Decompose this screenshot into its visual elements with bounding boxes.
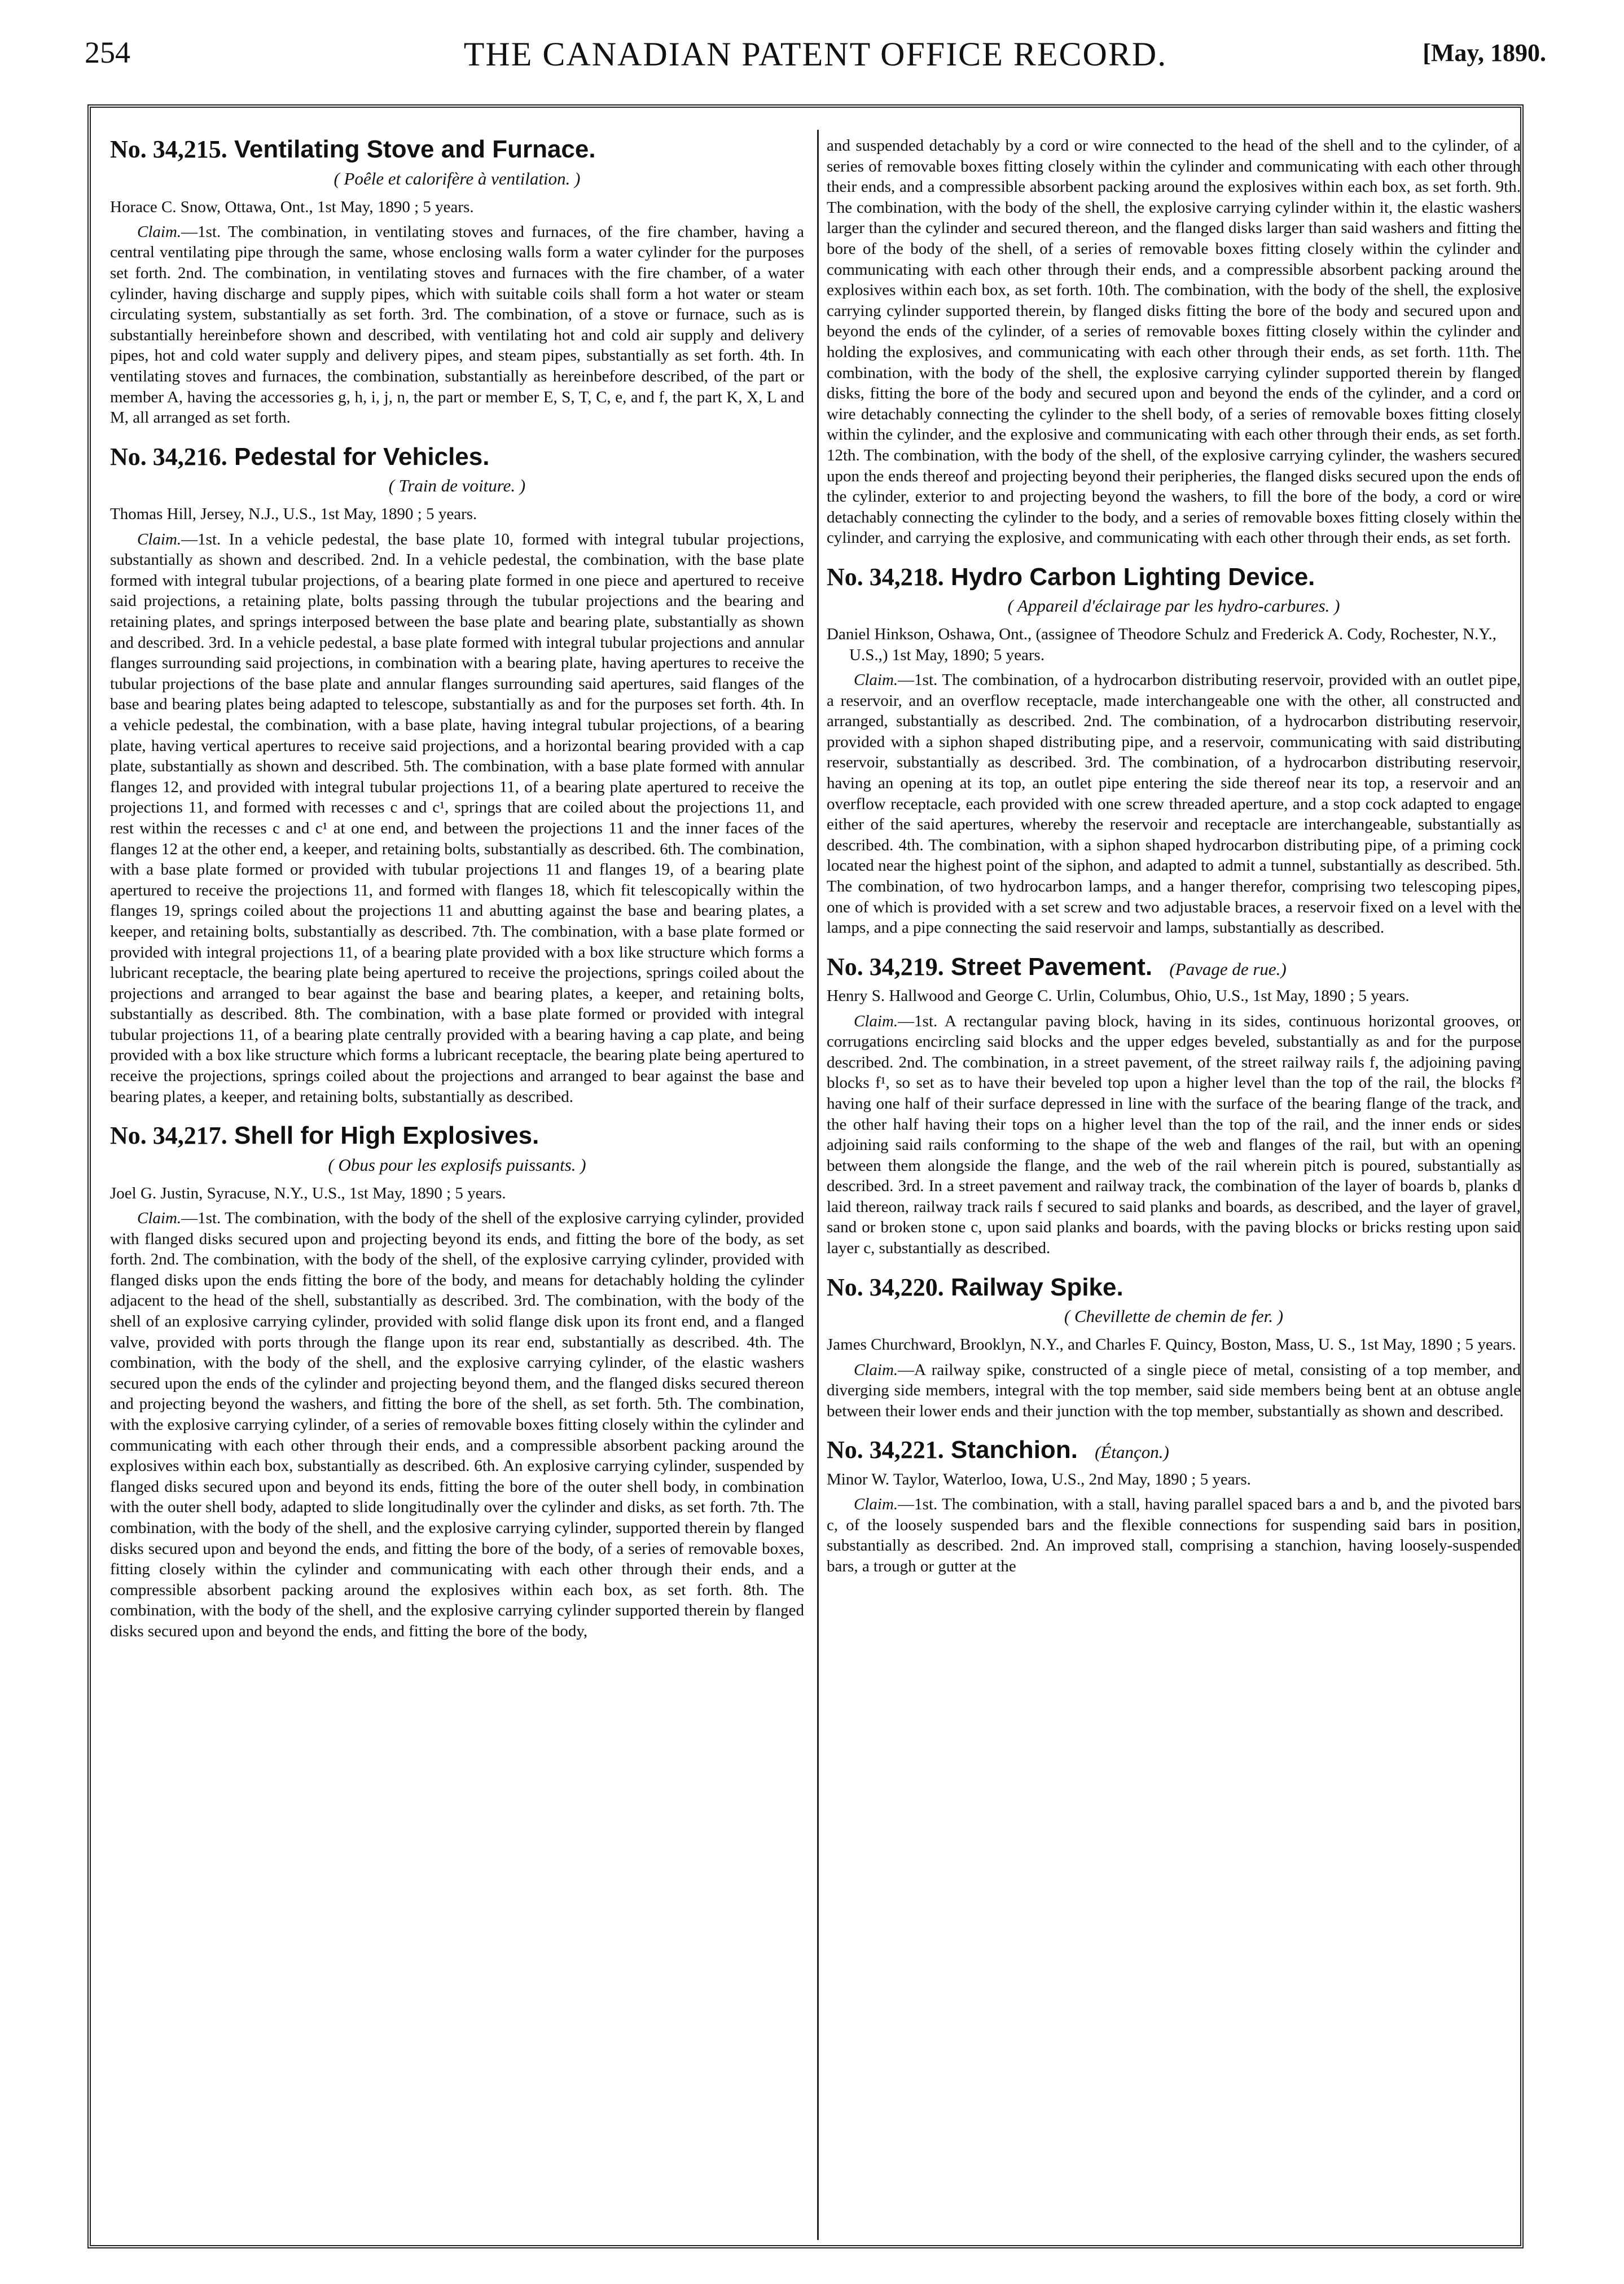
claim-text: —1st. A rectangular paving block, having in its sides, continuous horizontal grooves, or corrugations encircling said blocks and the upper edges beveled, substantially as and for the purpose described. 2nd. The combination, in a street pavement, of the street railway rails f, the adjoining paving blocks f¹, so set as to have their beveled top upon a higher level than the top of the rail, the blocks f² having one half of their surface depressed in line with the surface of the bearing flange of the track, and the other half having their tops on a higher level than the top of the rail, and the inner ends or sides adjoining said rails conforming to the shape of the web and flanges of the rail, but with an opening between them alongside the flange, and the web of the rail wherein pitch is poured, substantially as described. 3rd. In a street pavement and railway track, the combination of the layer of boards b, planks d laid thereon, railway track rails f secured to said planks and boards, as described, and the layer of gravel, sand or broken stone c, upon said planks and boards, with the paving blocks or bricks resting upon said layer c, substantially as described. <box>827 1012 1521 1258</box>
patent-title <box>827 953 1521 982</box>
claim-lead: Claim. <box>854 1495 898 1514</box>
claim-lead: Claim. <box>137 1209 182 1228</box>
claim-text: —1st. The combination, with a stall, having parallel spaced bars a and b, and the pivoted bars c, of the loosely suspended bars and the flexible connections for suspending said bars in position, substantially as described. 2nd. An improved stall, comprising a stanchion, having loosely-suspended bars, a trough or gutter at the <box>827 1495 1521 1575</box>
claim-text: —1st. The combination, in ventilating stoves and furnaces, of the fire chamber, having a central ventilating pipe through the same, whose enclosing walls form a water cylinder for the purposes set forth. 2nd. The combination, in ventilating stoves and furnaces with the fire chamber, of a water cylinder, having discharge and supply pipes, which with suitable coils shall form a hot water or steam circulating system, substantially as set forth. 3rd. The combination, of a stove or furnace, such as is substantially hereinbefore shown and described, with ventilating hot and cold air supply and delivery pipes, hot and cold water supply and delivery pipes, and steam pipes, substantially as set forth. 4th. In ventilating stoves and furnaces, the combination, substantially as hereinbefore described, of the part or member A, having the accessories g, h, i, j, n, the part or member E, S, T, C, e, and f, the part K, X, L and M, all arranged as set forth. <box>110 222 804 427</box>
patent-entry-34221 <box>827 1436 1521 1576</box>
patent-entry-34215 <box>110 135 804 428</box>
claim-lead: Claim. <box>854 1360 898 1379</box>
patent-claim <box>110 529 804 1108</box>
right-column <box>827 135 1521 2246</box>
page-number: 254 <box>85 36 130 69</box>
patent-subtitle-french: ( Train de voiture. ) <box>388 476 526 496</box>
claim-lead: Claim. <box>854 670 898 689</box>
claim-lead: Claim. <box>137 530 182 548</box>
patent-inventor: Minor W. Taylor, Waterloo, Iowa, U.S., 2nd May, 1890 ; 5 years. <box>827 1470 1251 1488</box>
patent-inventor: Henry S. Hallwood and George C. Urlin, Columbus, Ohio, U.S., 1st May, 1890 ; 5 years. <box>827 987 1410 1005</box>
patent-subtitle-french: ( Obus pour les explosifs puissants. ) <box>328 1154 586 1175</box>
patent-number: No. 34,215. <box>110 135 227 163</box>
patent-number: No. 34,217. <box>110 1122 227 1150</box>
patent-claim <box>827 670 1521 938</box>
patent-number: No. 34,220. <box>827 1273 944 1301</box>
patent-inventor: Joel G. Justin, Syracuse, N.Y., U.S., 1st May, 1890 ; 5 years. <box>110 1184 506 1202</box>
patent-inventor: Horace C. Snow, Ottawa, Ont., 1st May, 1890 ; 5 years. <box>110 197 474 216</box>
patent-name: Stanchion. <box>951 1436 1078 1464</box>
column-divider <box>817 130 819 2240</box>
patent-inventor: Daniel Hinkson, Oshawa, Ont., (assignee of Theodore Schulz and Frederick A. Cody, Rochester, N.Y., U.S.,) 1st May, 1890; 5 years. <box>827 625 1497 664</box>
patent-inventor: Thomas Hill, Jersey, N.J., U.S., 1st May, 1890 ; 5 years. <box>110 505 477 524</box>
patent-title <box>110 135 804 164</box>
patent-name: Railway Spike. <box>951 1273 1123 1301</box>
page-header <box>85 35 1546 80</box>
patent-number: No. 34,216. <box>110 442 227 471</box>
claim-text: —A railway spike, constructed of a single piece of metal, consisting of a top member, and diverging side members, integral with the top member, said side members being bent at an obtuse angle between their lower ends and their junction with the top member, substantially as shown and described. <box>827 1360 1521 1420</box>
patent-claim <box>827 1494 1521 1576</box>
left-column <box>110 135 804 2246</box>
journal-title: THE CANADIAN PATENT OFFICE RECORD. <box>463 36 1167 73</box>
patent-title <box>827 1436 1521 1465</box>
patent-claim <box>110 222 804 428</box>
claim-text: —1st. The combination, with the body of the shell of the explosive carrying cylinder, provided with flanged disks secured upon and projecting beyond its ends, and fitting the bore of the body, as set forth. 2nd. The combination, with the body of the shell, of the explosive carrying cylinder, provided with flanged disks upon the ends fitting the bore of the body, and means for detachably holding the cylinder adjacent to the head of the shell, substantially as described. 3rd. The combination, with the body of the shell of an explosive carrying cylinder, provided with solid flange disk upon its front end, and a flanged valve, provided with ports through the flange upon its rear end, substantially as described. 4th. The combination, with the body of the shell, and the explosive carrying cylinder, of the elastic washers secured upon the ends of the cylinder and projecting beyond them, and the flanged disks secured thereon and projecting beyond the washers, and fitting the bore of the shell, as set forth. 5th. The combination, with the explosive carrying cylinder, of a series of removable boxes fitting closely within the cylinder and communicating with each other through their ends, and a compressible absorbent packing around the explosives within each box, substantially as described. 6th. An explosive carrying cylinder, suspended by flanged disks secured upon and beyond its ends, fitting the bore of the outer shell body, in combination with the outer shell body, adapted to slide longitudinally over the cylinder and disks, as set forth. 7th. The combination, with the body of the shell, and the explosive carrying cylinder, supported therein by flanged disks secured upon and beyond the ends, and fitting the bore of the body, of a series of removable boxes, fitting closely within the cylinder and communicating with each other through their ends, and a compressible absorbent packing around the explosives within each box, as set forth. 8th. The combination, with the body of the shell, and the explosive carrying cylinder supported therein by flanged disks secured upon and beyond the ends, and fitting the bore of the body, <box>110 1209 804 1640</box>
patent-claim <box>110 1208 804 1641</box>
patent-entry-34216 <box>110 443 804 1107</box>
patent-entry-34219 <box>827 953 1521 1259</box>
patent-name: Pedestal for Vehicles. <box>234 442 490 471</box>
patent-subtitle-french: ( Poêle et calorifère à ventilation. ) <box>333 168 581 188</box>
patent-subtitle-french: ( Appareil d'éclairage par les hydro-carbures. ) <box>1007 596 1340 616</box>
patent-title <box>827 1273 1521 1302</box>
patent-subtitle-french: (Étançon.) <box>1095 1442 1169 1462</box>
patent-subtitle-french: ( Chevillette de chemin de fer. ) <box>1064 1306 1284 1327</box>
claim-continuation-34217: and suspended detachably by a cord or wire connected to the head of the shell and to the cylinder, of a series of removable boxes fitting closely within the cylinder and communicating with each other through their ends, and a compressible absorbent packing around the explosives within each box, as set forth. 9th. The combination, with the body of the shell, the explosive carrying cylinder within it, the elastic washers larger than the cylinder and secured thereon, and the flanged disks larger than said washers and fitting the bore of the body of the shell, of a series of removable boxes fitting closely within the cylinder and communicating with each other through their ends, and a compressible absorbent packing around the explosives within each box, as set forth. 10th. The combination, with the body of the shell, the explosive carrying cylinder supported therein, by flanged disks fitting the bore of the body and secured upon and beyond the ends of the cylinder, of a series of removable boxes fitting closely within the cylinder and holding the explosives, and communicating with each other through their ends, as set forth. 11th. The combination, with the body of the shell, the explosive carrying cylinder supported therein by flanged disks, fitting the bore of the body and secured upon and beyond the ends of the cylinder, and a cord or wire detachably connecting the cylinder to the shell body, of a series of removable boxes fitting closely within the cylinder, and the explosive and communicating with each other through their ends, as set forth. 12th. The combination, with the body of the shell, of the explosive carrying cylinder, the washers secured upon the ends thereof and projecting beyond their peripheries, the flanged disks secured upon the ends of the cylinder, exterior to and projecting beyond the washers, to fill the bore of the body, a cord or wire detachably connecting the cylinder to the body, and a series of removable boxes fitting closely within the cylinder, and carrying the explosive, and communicating with each other through their ends, as set forth. <box>827 137 1521 547</box>
patent-name: Shell for High Explosives. <box>234 1122 539 1150</box>
patent-claim <box>827 1360 1521 1422</box>
patent-number: No. 34,221. <box>827 1436 944 1464</box>
patent-entry-34218 <box>827 563 1521 938</box>
patent-inventor: James Churchward, Brooklyn, N.Y., and Charles F. Quincy, Boston, Mass, U. S., 1st May, 1890 ; 5 years. <box>827 1336 1516 1354</box>
claim-lead: Claim. <box>854 1012 898 1030</box>
claim-text: —1st. In a vehicle pedestal, the base plate 10, formed with integral tubular projections, substantially as shown and described. 2nd. In a vehicle pedestal, the combination, with the base plate formed with integral tubular projections, of a bearing plate formed in one piece and apertured to receive said projections, a retaining plate, bolts passing through the tubular projections and the bearing and retaining plates, and springs interposed between the base plate and bearing plate, substantially as shown and described. 3rd. In a vehicle pedestal, a base plate formed with integral tubular projections and annular flanges surrounding said projections, in combination with a bearing plate, having apertures to receive the tubular projections of the base plate and annular flanges surrounding said apertures, said flanges of the base and bearing plates being adapted to telescope, substantially as and for the purposes set forth. 4th. In a vehicle pedestal, the combination, with a base plate, having integral tubular projections, of a bearing plate, having vertical apertures to receive said projections, and a horizontal bearing provided with a cap plate, substantially as shown and described. 5th. The combination, with a base plate formed with annular flanges 12, and provided with integral tubular projections 11, of a bearing plate apertured to receive the projections 11, and formed with recesses c and c¹, springs that are coiled about the projections 11, and rest within the recesses c and c¹ at one end, and between the projections 11 and the inner faces of the flanges 12 at the other end, a keeper, and retaining bolts, substantially as described. 6th. The combination, with a base plate formed or provided with tubular projections 11 and flanges 19, of a bearing plate apertured to receive the projections 11, and formed with flanges 18, which fit telescopically within the flanges 19, springs coiled about the projections 11 and abutting against the base and bearing plates, a keeper, and retaining bolts, substantially as described. 7th. The combination, with a base plate formed or provided with integral projections 11, of a bearing plate provided with a box like structure which forms a lubricant receptacle, the bearing plate being apertured to receive the projections, springs coiled about the projections and arranged to bear against the base and bearing plates, a keeper, and retaining bolts, substantially as described. 8th. The combination, with a base plate formed or provided with integral tubular projections 11, of a bearing plate centrally provided with a bearing having a cap plate, and being provided with a box like structure which forms a lubricant receptacle, the bearing plate being apertured to receive the projections, springs coiled about the projections and arranged to bear against the base and bearing plates, a keeper, and retaining bolts, substantially as described. <box>110 530 804 1106</box>
patent-entry-34220 <box>827 1273 1521 1422</box>
patent-name: Ventilating Stove and Furnace. <box>234 135 596 163</box>
patent-title <box>827 563 1521 592</box>
patent-title <box>110 1122 804 1150</box>
claim-text: —1st. The combination, of a hydrocarbon distributing reservoir, provided with an outlet pipe, a reservoir, and an overflow receptacle, made interchangeable one with the other, all constructed and arranged, substantially as described. 2nd. The combination, of a hydrocarbon distributing reservoir, provided with a siphon shaped distributing pipe, and a reservoir, communicating with said distributing reservoir, substantially as described. 3rd. The combination, of a hydrocarbon distributing reservoir, having an opening at its top, an outlet pipe entering the side thereof near its top, a reservoir and an overflow receptacle, each provided with one screw threaded aperture, and a stop cock adapted to engage either of the said apertures, whereby the reservoir and receptacle are interchangeable, substantially as described. 4th. The combination, with a siphon shaped hydrocarbon distributing pipe, of a priming cock located near the highest point of the siphon, and adapted to admit a tunnel, substantially as described. 5th. The combination, of two hydrocarbon lamps, and a hanger therefor, comprising two telescoping pipes, one of which is provided with a set screw and two adjustable braces, a reservoir fixed on a level with the lamps, and a pipe connecting the said reservoir and lamps, substantially as described. <box>827 670 1521 937</box>
claim-lead: Claim. <box>137 222 182 241</box>
patent-name: Hydro Carbon Lighting Device. <box>951 563 1315 591</box>
patent-subtitle-french: (Pavage de rue.) <box>1169 959 1287 979</box>
patent-claim <box>827 1011 1521 1259</box>
patent-number: No. 34,218. <box>827 563 944 591</box>
patent-number: No. 34,219. <box>827 952 944 981</box>
issue-date: [May, 1890. <box>1423 39 1546 67</box>
patent-name: Street Pavement. <box>951 952 1153 981</box>
patent-entry-34217 <box>110 1122 804 1641</box>
patent-title <box>110 443 804 472</box>
